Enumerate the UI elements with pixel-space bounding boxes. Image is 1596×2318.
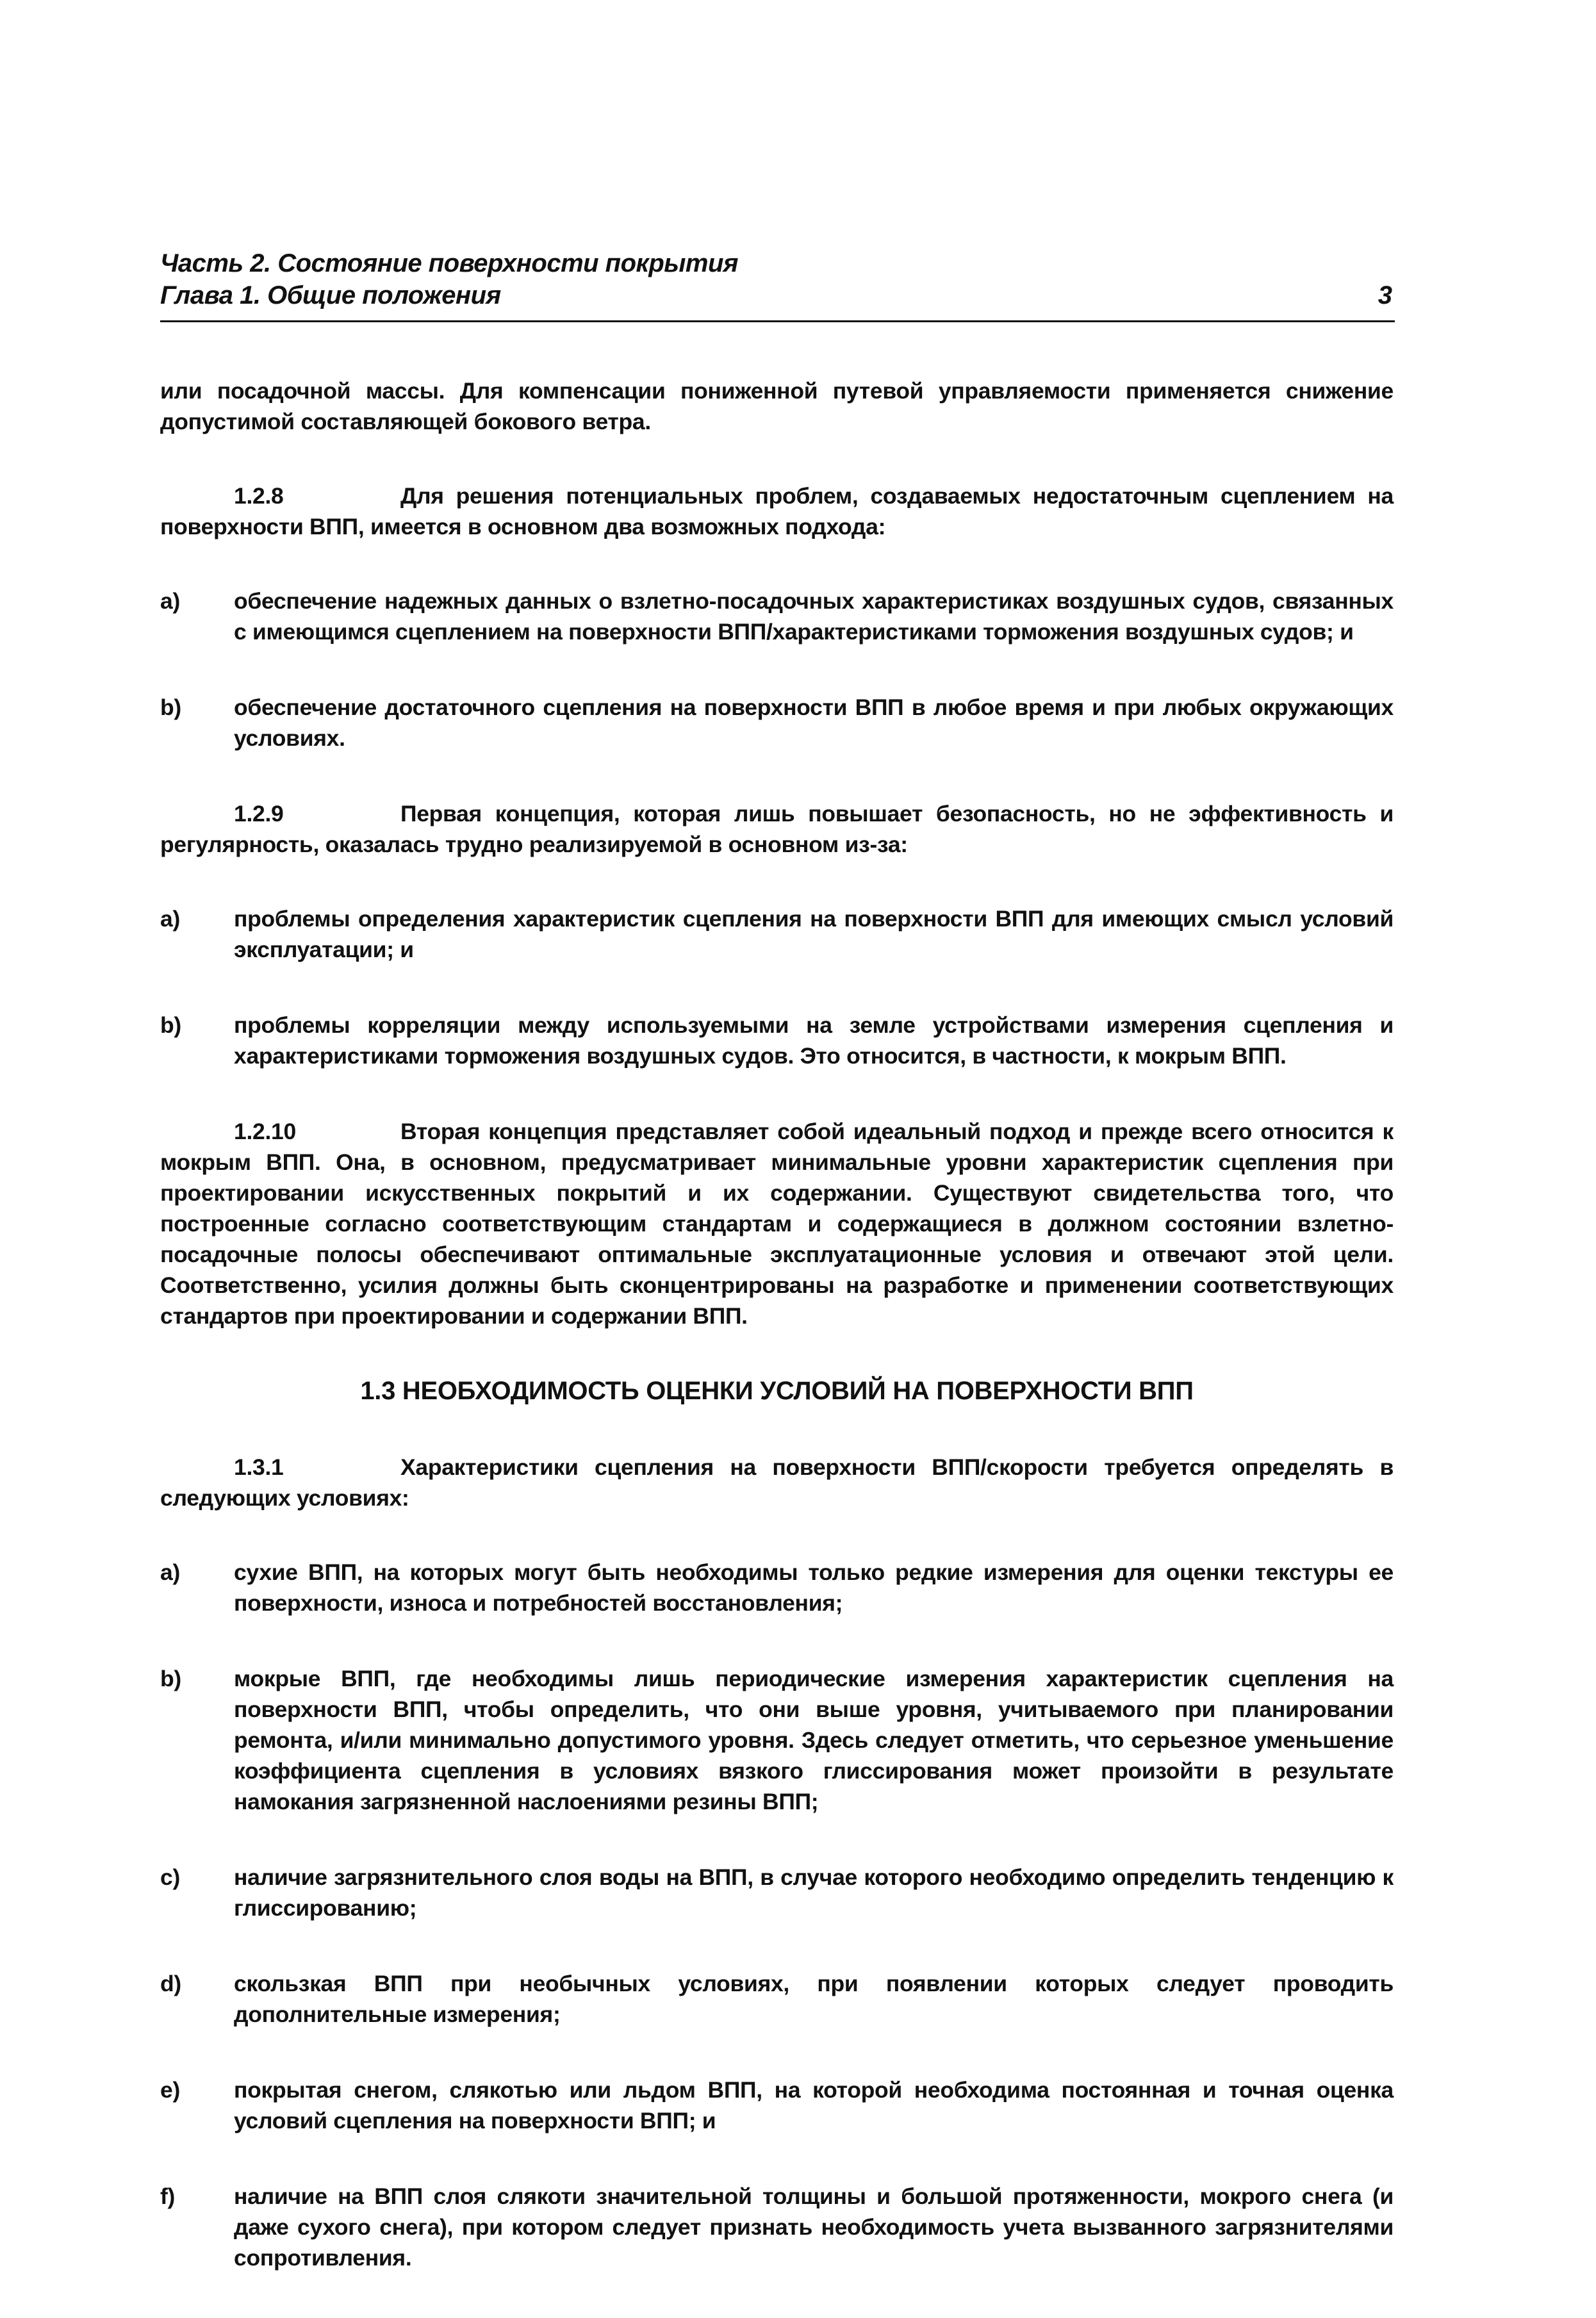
- paragraph-text: Для решения потенциальных проблем, создаваемых недостаточным сцеплением на поверхности ВПП, имеется в основном два возможных подхода:: [160, 483, 1394, 539]
- list-item-text: наличие загрязнительного слоя воды на ВПП, в случае которого необходимо определить тенденцию к глиссированию;: [234, 1864, 1394, 1921]
- list-item-text: покрытая снегом, слякотью или льдом ВПП, на которой необходима постоянная и точная оценка условий сцепления на поверхности ВПП; и: [234, 2077, 1394, 2133]
- list-item-text: проблемы определения характеристик сцепления на поверхности ВПП для имеющих смысл условий эксплуатации; и: [234, 906, 1394, 962]
- paragraph-1-2-9: [160, 798, 1394, 860]
- list-item-label: b): [160, 1666, 181, 1691]
- list-item-label: d): [160, 1971, 181, 1996]
- list-item-label: b): [160, 695, 181, 720]
- list-item: [160, 1968, 1394, 2030]
- list-item: [160, 903, 1394, 965]
- list-item-text: обеспечение надежных данных о взлетно-посадочных характеристиках воздушных судов, связанных с имеющимся сцеплением на поверхности ВПП/характеристиками торможения воздушных судов; и: [234, 588, 1394, 645]
- paragraph-1-2-8: [160, 481, 1394, 542]
- list-item-text: обеспечение достаточного сцепления на поверхности ВПП в любое время и при любых окружающих условиях.: [234, 695, 1394, 751]
- list-item-label: f): [160, 2183, 176, 2209]
- paragraph-number: 1.2.8: [234, 483, 284, 509]
- paragraph-1-3-1: [160, 1452, 1394, 1513]
- paragraph-text: Характеристики сцепления на поверхности ВПП/скорости требуется определять в следующих условиях:: [160, 1454, 1394, 1511]
- list-item: [160, 586, 1394, 647]
- running-header: [160, 247, 1394, 311]
- paragraph-number: 1.3.1: [234, 1454, 284, 1480]
- header-chapter-title: Глава 1. Общие положения: [160, 281, 501, 309]
- paragraph-number: 1.2.9: [234, 801, 284, 826]
- list-item: [160, 2181, 1394, 2273]
- list-item-label: b): [160, 1012, 181, 1038]
- list-item-label: a): [160, 588, 180, 614]
- list-item-label: a): [160, 906, 180, 932]
- list-item: [160, 1557, 1394, 1618]
- list-item-label: e): [160, 2077, 180, 2103]
- list-item-label: c): [160, 1864, 180, 1890]
- paragraph-1-2-10: [160, 1116, 1394, 1331]
- list-item: [160, 1862, 1394, 1923]
- page-number: 3: [1378, 281, 1392, 309]
- list-item-text: проблемы корреляции между используемыми на земле устройствами измерения сцепления и характеристиками торможения воздушных судов. Это относится, в частности, к мокрым ВПП.: [234, 1012, 1394, 1069]
- list-item: [160, 1010, 1394, 1071]
- list-item: [160, 2075, 1394, 2136]
- list-item-text: скользкая ВПП при необычных условиях, при появлении которых следует проводить дополнительные измерения;: [234, 1971, 1394, 2027]
- list-item-text: мокрые ВПП, где необходимы лишь периодические измерения характеристик сцепления на поверхности ВПП, чтобы определить, что они выше уровня, учитываемого при планировании ремонта, и/или минимально допустимого уровня. Здесь следует отметить, что серьезное уменьшение коэффициента сцепления в условиях вязкого глиссирования может произойти в результате намокания загрязненной наслоениями резины ВПП;: [234, 1666, 1394, 1814]
- list-item-label: a): [160, 1559, 180, 1585]
- document-body: [160, 375, 1394, 2318]
- paragraph-text: Первая концепция, которая лишь повышает безопасность, но не эффективность и регулярность, оказалась трудно реализируемой в основном из-за:: [160, 801, 1394, 857]
- list-item: [160, 692, 1394, 753]
- paragraph-text: Вторая концепция представляет собой идеальный подход и прежде всего относится к мокрым ВПП. Она, в основном, предусматривает минимальные уровни характеристик сцепления при проектировании искусственных покрытий и их содержании. Существуют свидетельства того, что построенные согласно соответствующим стандартам и содержащиеся в должном состоянии взлетно-посадочные полосы обеспечивают оптимальные эксплуатационные условия и отвечают этой цели. Соответственно, усилия должны быть сконцентрированы на разработке и применении соответствующих стандартов при проектировании и содержании ВПП.: [160, 1119, 1394, 1329]
- list-item-text: наличие на ВПП слоя слякоти значительной толщины и большой протяженности, мокрого снега (и даже сухого снега), при котором следует признать необходимость учета вызванного загрязнителями сопротивления.: [234, 2183, 1394, 2271]
- header-rule: [160, 320, 1395, 322]
- list-item-text: сухие ВПП, на которых могут быть необходимы только редкие измерения для оценки текстуры ее поверхности, износа и потребностей восстановления;: [234, 1559, 1394, 1616]
- list-item: [160, 1663, 1394, 1817]
- section-heading: 1.3 НЕОБХОДИМОСТЬ ОЦЕНКИ УСЛОВИЙ НА ПОВЕРХНОСТИ ВПП: [360, 1377, 1194, 1405]
- header-part-title: Часть 2. Состояние поверхности покрытия: [160, 249, 738, 277]
- paragraph-continuation: или посадочной массы. Для компенсации пониженной путевой управляемости применяется снижение допустимой составляющей бокового ветра.: [160, 378, 1394, 434]
- paragraph-number: 1.2.10: [234, 1119, 296, 1144]
